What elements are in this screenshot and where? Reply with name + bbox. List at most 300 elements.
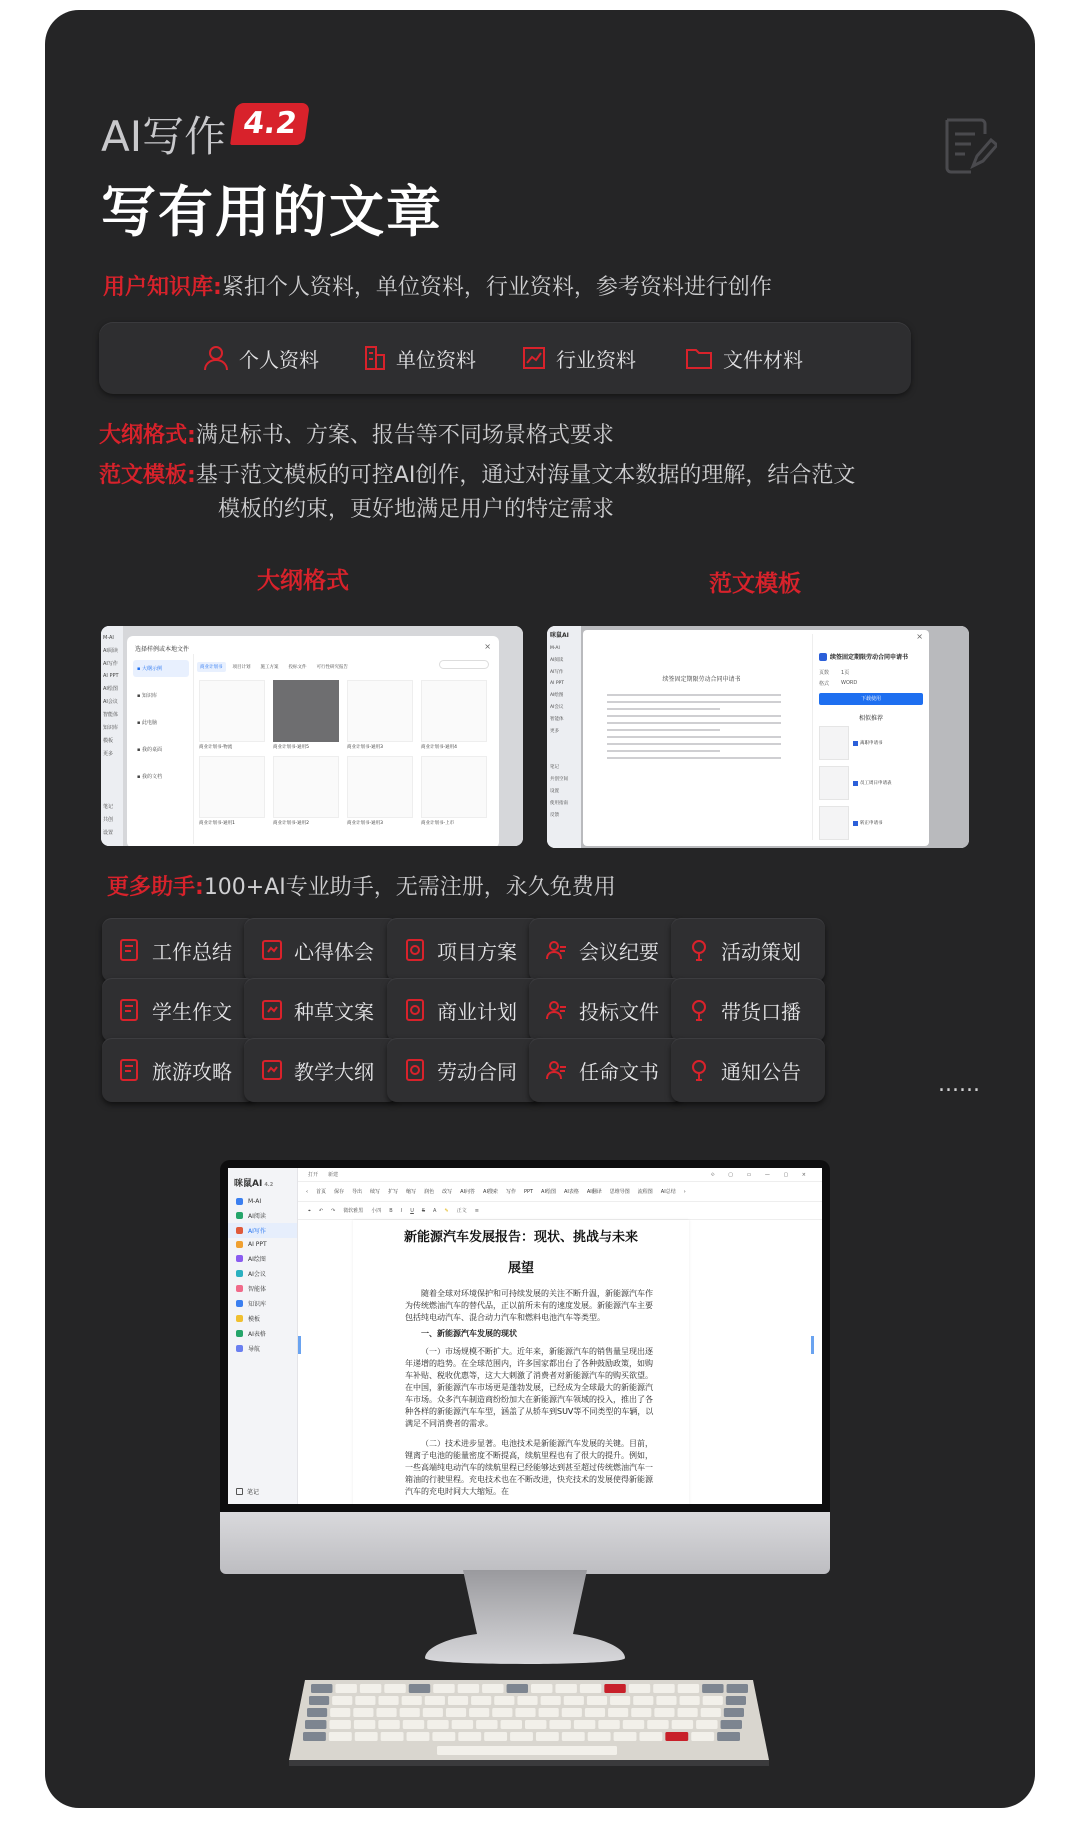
font-select[interactable]: 微软雅黑 [343,1208,364,1214]
dialog-tab[interactable]: 项目计划 [232,665,251,670]
keycap [329,1720,350,1729]
recommend-label: 员工周日申请表 [860,781,892,786]
keycap [329,1732,352,1741]
assistant-label: 心得体会 [294,939,374,964]
keycap [482,1684,503,1693]
keycap [653,1684,674,1693]
assistant-button[interactable] [102,978,256,1042]
live-icon [687,998,711,1022]
nav-icon [236,1198,243,1205]
keycap [585,1708,605,1717]
underline-icon[interactable]: U [410,1207,414,1214]
back-icon[interactable]: ‹ [306,1188,308,1195]
building-icon [364,345,386,371]
menu-item[interactable]: AI问答 [460,1189,476,1195]
assistant-button[interactable] [102,918,256,982]
keycap [425,1696,445,1705]
sidebar-item[interactable]: 共创空间 [550,777,568,782]
meeting-icon [545,938,569,962]
sidebar-item-label: 智能体 [248,1286,267,1293]
keycap [354,1720,375,1729]
menu-item[interactable]: 续写 [370,1189,381,1195]
doc-title-1: 新能源汽车发展报告：现状、挑战与未来 [403,1230,638,1245]
menu-item[interactable]: 缩写 [406,1189,417,1195]
assistant-label: 商业计划 [437,999,517,1024]
panel-title: 续签固定期限劳动合同申请书 [830,654,909,661]
card-label: 商业计划书-通用2 [273,821,309,826]
close-icon[interactable]: × [484,642,491,651]
sidebar-item[interactable]: 更多 [103,751,114,757]
preview-dialog [583,630,929,846]
nav-icon [236,1255,243,1262]
menu-item[interactable]: 流程图 [637,1189,653,1195]
sidebar-item[interactable]: 设置 [103,830,114,836]
keycap [376,1708,396,1717]
doc-paragraph-2: （一）市场规模不断扩大。近年来，新能源汽车的销售量呈现出逐年递增的趋势。在全球范围内，许多国家都出台了各种鼓励政策，如购车补贴、税收优惠等，这大大刺激了消费者对新能源汽车的购买欲望。在中国，新能源汽车市场更是蓬勃发展，已经成为全球最大的新能源汽车市场。众多汽车制造商纷纷加大在新能源汽车领域的投入，推出了各种各样的新能源汽车车型，涵盖了从轿车到SUV等不同类型的车辆，以满足不同消费者的需求。 [405,1347,654,1428]
sidebar-item[interactable] [228,1195,297,1208]
tab-open[interactable]: 打开 [308,1172,319,1178]
redo-icon[interactable]: ↷ [331,1207,336,1214]
keycap [631,1708,651,1717]
assistants-line [107,872,616,904]
pages-value: 1页 [841,670,850,676]
template-card[interactable] [421,680,487,750]
keycap [598,1720,619,1729]
keycap [423,1708,443,1717]
sidebar-item-label: AI会议 [248,1271,266,1278]
nav-icon [236,1345,243,1352]
menu-item[interactable]: AI表格 [563,1189,579,1195]
sidebar-item[interactable]: AI PPT [103,673,119,679]
seed-icon [260,998,284,1022]
highlight-icon[interactable]: ✎ [444,1207,449,1214]
assistant-label: 工作总结 [152,939,232,964]
forward-icon[interactable]: › [683,1188,686,1195]
size-select[interactable]: 小四 [371,1208,382,1214]
template-line [99,460,855,492]
sidebar-item[interactable]: AI绘图 [550,693,564,698]
sidebar-item[interactable]: AI绘图 [103,686,118,692]
knowledge-item-label: 行业资料 [556,347,636,372]
template-card[interactable] [347,756,413,826]
sidebar-item[interactable]: AI写作 [103,661,118,667]
font-color-icon[interactable]: A [433,1207,437,1214]
template-card[interactable] [273,756,339,826]
keycap [678,1684,699,1693]
monitor-stand [417,1570,633,1670]
keycap [433,1684,454,1693]
sidebar-item[interactable] [228,1251,297,1266]
left-handle[interactable] [298,1336,301,1354]
sidebar-item[interactable] [228,1311,297,1326]
assistants-label: 更多助手: [107,875,204,900]
sidebar-item[interactable] [228,1266,297,1281]
sidebar-item[interactable]: 模板 [103,738,114,744]
keycap [409,1684,430,1693]
menu-item[interactable]: AI搜索 [483,1189,498,1195]
dialog-tab[interactable]: 投标文件 [288,665,307,670]
summary-icon [118,938,142,962]
keycap [330,1708,350,1717]
assistant-button[interactable] [529,1038,683,1102]
keycap [307,1708,327,1717]
travel-icon [118,1058,142,1082]
dialog-side-item[interactable]: ▪ 我的文档 [137,774,162,780]
menu-item[interactable]: 导出 [352,1189,363,1195]
sidebar-item-label: AI阅读 [248,1213,266,1220]
assistant-label: 劳动合同 [437,1059,517,1084]
recommend-item[interactable] [819,766,923,800]
keycap [311,1684,332,1693]
sidebar-item[interactable] [228,1326,297,1341]
keycap [727,1684,748,1693]
doc-line [607,757,781,759]
keycap [402,1696,422,1705]
sidebar-item-label: AI表格 [248,1331,266,1338]
word-file-icon [853,741,858,746]
knowledge-item-label: 文件材料 [723,347,803,372]
bold-icon[interactable]: B [389,1207,393,1214]
undo-icon[interactable]: ↶ [318,1207,324,1214]
style-select[interactable]: 正文 [456,1208,467,1214]
knowledge-item-files[interactable] [685,322,803,394]
notice-icon [687,1058,711,1082]
format-label: 格式 [819,681,830,687]
menu-item[interactable]: AI翻译 [586,1189,602,1195]
sidebar-item[interactable]: 笔记 [103,804,114,810]
menu-item[interactable]: 改写 [442,1189,453,1195]
window-controls[interactable]: ⟐ ▢ ▭ — ▢ × [710,1171,812,1178]
dialog-side-item[interactable]: ▪ 此电脑 [137,720,157,726]
keyboard [287,1674,771,1766]
keycap [702,1684,723,1693]
template-card[interactable] [199,680,265,750]
doc-preview [591,634,813,840]
close-icon[interactable]: × [916,632,923,641]
sidebar-item[interactable]: AI阅读 [103,648,118,654]
assistant-button[interactable] [529,918,683,982]
keycap [355,1732,378,1741]
card-thumbnail [199,756,265,818]
keycap [574,1720,595,1729]
keycap [588,1732,611,1741]
sidebar-item[interactable]: 更多 [550,729,559,734]
keycap [691,1732,714,1741]
dialog-tab[interactable]: 施工方案 [260,665,279,670]
card-label: 商业计划书-通用5 [273,745,309,750]
dialog-side-item[interactable]: ▪ 知识库 [137,693,157,699]
card-label: 商业计划书-通用3 [347,745,383,750]
nav-icon [236,1330,243,1337]
recommend-label: 离职申请书 [860,741,883,746]
keycap [501,1720,522,1729]
keycap [469,1708,489,1717]
keycap [564,1696,584,1705]
document-page [353,1220,689,1504]
monitor-chin [220,1512,830,1574]
app-brand: 咪鼠AI [234,1179,263,1189]
menu-item[interactable]: AI绘图 [541,1189,556,1195]
keycap [541,1696,561,1705]
knowledge-item-personal[interactable] [203,322,319,394]
assistant-button[interactable] [387,978,541,1042]
card-thumbnail [199,680,265,742]
keycap [360,1684,381,1693]
assistant-button[interactable] [387,918,541,982]
nav-icon [236,1315,243,1322]
outline-line [99,420,614,452]
doc-line [607,701,781,703]
sidebar-item[interactable]: 知识库 [103,725,119,731]
menu-bar [298,1182,822,1202]
doc-title-2: 展望 [507,1261,534,1276]
keycap [656,1696,676,1705]
pages-label: 页数 [819,670,830,676]
keycap [647,1720,668,1729]
assistant-label: 任命文书 [579,1059,659,1084]
editor-screen [228,1168,822,1504]
dialog-tab[interactable]: 商业计划书 [197,662,226,672]
assistant-button[interactable] [244,918,398,982]
appoint-icon [545,1058,569,1082]
sidebar-item[interactable]: 反馈 [550,813,559,818]
person-icon [203,345,229,371]
keycap [303,1732,326,1741]
keycap [701,1708,721,1717]
template-card[interactable] [199,756,265,826]
knowledge-line [103,272,772,304]
sidebar-item[interactable]: 笔记 [550,765,559,770]
app-sidebar [547,626,581,848]
keycap [604,1684,625,1693]
promo-card [45,10,1035,1808]
keycap [476,1720,497,1729]
keycap [378,1720,399,1729]
app-version: 4.2 [264,1182,274,1188]
keycap [381,1732,404,1741]
assistant-label: 活动策划 [721,939,801,964]
keycap [562,1732,585,1741]
keycap [672,1720,693,1729]
keycap [484,1732,507,1741]
version-badge: 4.2 [230,103,310,145]
menu-item[interactable]: 扩写 [388,1189,399,1195]
document-edit-icon [941,116,997,176]
business-icon [403,998,427,1022]
knowledge-bar [99,322,911,394]
editor-sidebar [228,1168,298,1504]
template-section-title: 范文模板 [709,571,801,597]
keycap [680,1696,700,1705]
essay-icon [118,998,142,1022]
recommend-label: 转正申请书 [860,821,883,826]
download-button[interactable]: 下载使用 [819,693,923,705]
sidebar-item-label: 笔记 [247,1489,260,1496]
keycap [452,1720,473,1729]
sidebar-item[interactable]: AI写作 [550,670,564,675]
assistant-button[interactable] [244,978,398,1042]
template-card[interactable] [421,756,487,826]
keycap [492,1708,512,1717]
menu-item[interactable]: 润色 [424,1189,435,1195]
nav-icon [236,1300,243,1307]
template-text-1: 基于范文模板的可控AI创作，通过对海量文本数据的理解，结合范文 [195,463,856,488]
keycap [407,1732,430,1741]
search-input[interactable] [439,660,489,669]
menu-item[interactable]: 写作 [505,1189,516,1195]
event-icon [687,938,711,962]
keycap [555,1684,576,1693]
sidebar-item[interactable]: 设置 [550,789,559,794]
info-panel [819,652,923,846]
note-icon [236,1488,243,1495]
assistant-button[interactable] [529,978,683,1042]
doc-heading-1: 一、新能源汽车发展的现状 [421,1329,517,1338]
card-label: 商业计划书-通用4 [421,745,457,750]
app-sidebar [101,626,123,846]
editor-main [298,1168,822,1504]
keycap [717,1732,740,1741]
knowledge-item-label: 单位资料 [396,347,476,372]
assistant-button[interactable] [102,1038,256,1102]
knowledge-item-label: 个人资料 [239,347,319,372]
project-icon [403,938,427,962]
template-text-2: 模板的约束，更好地满足用户的特定需求 [218,497,615,522]
assistant-button[interactable] [671,1038,825,1102]
menu-item[interactable]: AI总结 [660,1189,676,1195]
sidebar-item[interactable] [228,1296,297,1311]
doc-preview-title: 续签固定期限劳动合同申请书 [662,676,741,683]
sidebar-item[interactable]: AI会议 [103,699,118,705]
keycap [562,1708,582,1717]
keycap [458,1732,481,1741]
keycap [448,1696,468,1705]
recommend-thumbnail [819,726,849,760]
sidebar-item[interactable] [228,1238,297,1251]
tab-new[interactable]: 新建 [328,1172,339,1178]
template-label: 范文模板: [99,463,196,488]
assistant-button[interactable] [671,978,825,1042]
recommend-item[interactable] [819,726,923,760]
keycap [665,1732,688,1741]
assistant-label: 投标文件 [579,999,659,1024]
keycap [696,1720,717,1729]
keycap [724,1708,744,1717]
doc-line [607,715,781,717]
keycap [335,1684,356,1693]
sidebar-item-notes[interactable] [236,1487,259,1496]
divider [193,654,194,844]
sidebar-item[interactable] [228,1208,297,1223]
teaching-icon [260,1058,284,1082]
word-file-icon [853,821,858,826]
outline-label: 大纲格式: [99,423,196,448]
keycap [721,1720,742,1729]
sidebar-item[interactable] [228,1281,297,1296]
doc-line [607,722,781,724]
sidebar-item[interactable]: M-AI [103,635,114,641]
align-icon[interactable]: ≡ [474,1207,479,1214]
sidebar-item[interactable]: AI会议 [550,705,564,710]
word-file-icon [819,653,827,661]
monitor-mockup [220,1160,830,1580]
sidebar-item[interactable]: 共创 [103,817,114,823]
keycap [384,1684,405,1693]
assistant-label: 教学大纲 [294,1059,374,1084]
more-ellipsis[interactable]: ...... [938,1072,980,1097]
menu-item[interactable]: PPT [523,1188,534,1195]
sidebar-item[interactable] [228,1341,297,1356]
menu-item[interactable]: 思维导图 [609,1189,630,1195]
keycap [703,1696,723,1705]
card-label: 商业计划书-通用1 [199,821,235,826]
card-label: 商业计划书-物流 [199,745,233,750]
doc-line [607,750,720,752]
template-card[interactable] [347,680,413,750]
doc-paragraph-3: （二）技术进步显著。电池技术是新能源汽车发展的关键。目前，锂离子电池的能量密度不断提高，续航里程也有了很大的提升。例如，一些高端纯电动汽车的续航里程已经能够达到甚至超过传统燃油汽车一箱油的行驶里程。充电技术也在不断改进，快充技术的发展使得新能源汽车的充电时间大大缩短。在 [405,1439,653,1496]
format-toolbar [298,1202,822,1220]
right-handle[interactable] [811,1336,814,1354]
keycap [639,1732,662,1741]
spacebar [437,1746,617,1755]
assistant-button[interactable] [671,918,825,982]
format-value: WORD [841,680,858,686]
knowledge-item-industry[interactable] [522,322,636,394]
keycap [446,1708,466,1717]
dialog-side-item[interactable]: ▪ 大纲示例 [133,660,189,677]
strike-icon[interactable]: S [421,1207,426,1214]
sidebar-item[interactable] [228,1223,297,1238]
sidebar-item[interactable]: 智能体 [103,712,119,718]
assistant-button[interactable] [244,1038,398,1102]
word-file-icon [853,781,858,786]
italic-icon[interactable]: I [400,1207,403,1214]
keycap [517,1696,537,1705]
knowledge-text: 紧扣个人资料，单位资料，行业资料，参考资料进行创作 [221,275,772,300]
sidebar-item[interactable]: 使用指南 [550,801,568,806]
sidebar-item[interactable]: M-AI [550,646,560,651]
dialog-tab[interactable]: 可行性研究报告 [316,665,348,670]
similar-title: 相似推荐 [858,715,883,722]
keycap [614,1732,637,1741]
sidebar-item[interactable]: AI阅读 [550,658,564,663]
menu-item[interactable]: 首页 [316,1189,327,1195]
sidebar-item[interactable]: AI PPT [550,681,565,686]
card-thumbnail [347,756,413,818]
keycap [378,1696,398,1705]
menu-item[interactable]: 保存 [334,1189,345,1195]
keycap [580,1684,601,1693]
dialog-side-item[interactable]: ▪ 我的桌面 [137,747,162,753]
keycap [515,1708,535,1717]
contract-icon [403,1058,427,1082]
assistant-label: 带货口播 [721,999,801,1024]
chart-icon [522,346,546,370]
sidebar-item[interactable]: 智能体 [550,717,564,722]
recommend-item[interactable] [819,806,923,840]
assistant-button[interactable] [387,1038,541,1102]
outline-screenshot [101,626,523,846]
nav-icon [236,1285,243,1292]
keycap [309,1696,329,1705]
keycap [629,1684,650,1693]
keycap [531,1684,552,1693]
template-card[interactable] [273,680,339,750]
knowledge-item-unit[interactable] [364,322,476,394]
cursor-icon[interactable]: ⌖ [308,1207,311,1214]
assistant-label: 学生作文 [152,999,232,1024]
card-thumbnail [273,680,339,742]
